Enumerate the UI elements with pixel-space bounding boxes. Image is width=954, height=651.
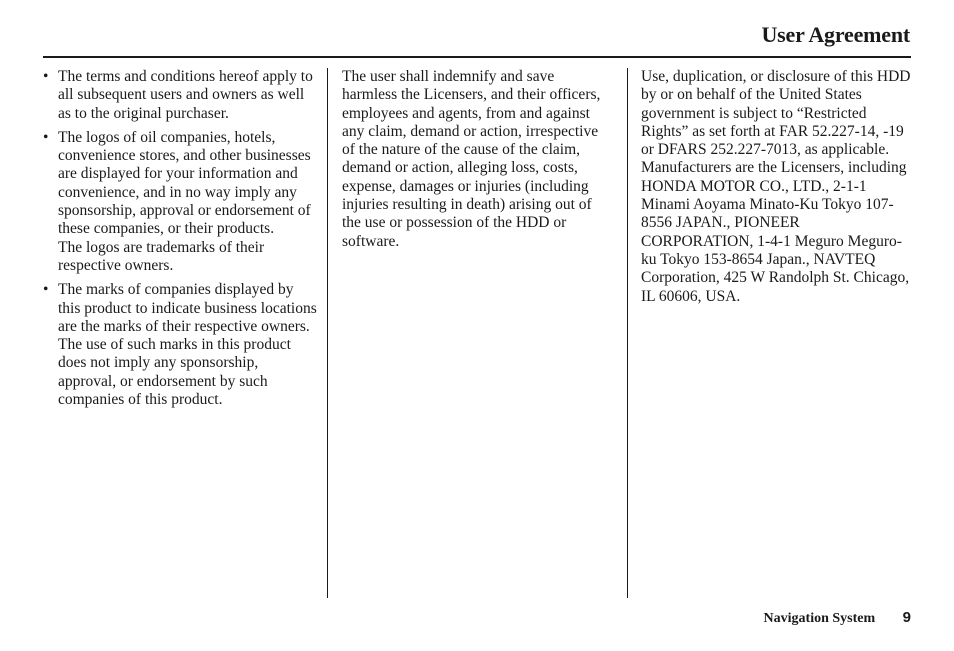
bullet-icon: • [43, 68, 49, 85]
footer-section-name: Navigation System [763, 611, 876, 626]
indemnity-paragraph: The user shall indemnify and save harmless the Licensers, and their officers, employees and agents, from and against any claim, demand or action, irrespective of the nature of the cause of the claim, demand or action, alleging loss, costs, expense, damages or injuries (including injuries resulting in death) arising out of the use or possession of the HDD or software. [342, 68, 601, 250]
list-item [43, 129, 318, 275]
column-divider [327, 68, 328, 598]
restricted-rights-paragraph: Use, duplication, or disclosure of this HDD by or on behalf of the United States government is subject to “Restricted Rights” as set forth at FAR 52.227-14, -19 or DFARS 252.227-7013, as applicable. Manufacturers are the Licensers, including HONDA MOTOR CO., LTD., 2-1-1 Minami Aoyama Minato-Ku Tokyo 107-8556 JAPAN., PIONEER CORPORATION, 1-4-1 Meguro Meguro-ku Tokyo 153-8654 Japan., NAVTEQ Corporation, 425 W Randolph St. Chicago, IL 60606, USA. [641, 68, 911, 305]
column-middle [342, 68, 610, 251]
bullet-icon: • [43, 281, 49, 299]
list-item-text: The logos are trademarks of their respective owners. [58, 238, 265, 274]
list-item-text: The terms and conditions hereof apply to all subsequent users and owners as well as to the original purchaser. [58, 68, 313, 122]
page-title: User Agreement [761, 22, 910, 47]
title-divider [43, 56, 911, 58]
page-footer [764, 609, 911, 627]
list-item-text: The use of such marks in this product does not imply any sponsorship, approval, or endorsement by such companies of this product. [58, 336, 291, 409]
bullet-icon: • [43, 128, 49, 146]
column-divider [627, 68, 628, 598]
page-number: 9 [902, 609, 911, 626]
column-left [43, 68, 318, 415]
bullet-list [43, 68, 318, 409]
list-item [43, 68, 318, 123]
list-item-text: The logos of oil companies, hotels, convenience stores, and other businesses are displayed for your information and convenience, and in no way imply any sponsorship, approval or endorsement of these companies, or their products. [58, 128, 311, 238]
column-right [641, 68, 911, 306]
list-item-text: The marks of companies displayed by this product to indicate business locations are the marks of their respective owners. [58, 281, 317, 335]
list-item [43, 281, 318, 409]
